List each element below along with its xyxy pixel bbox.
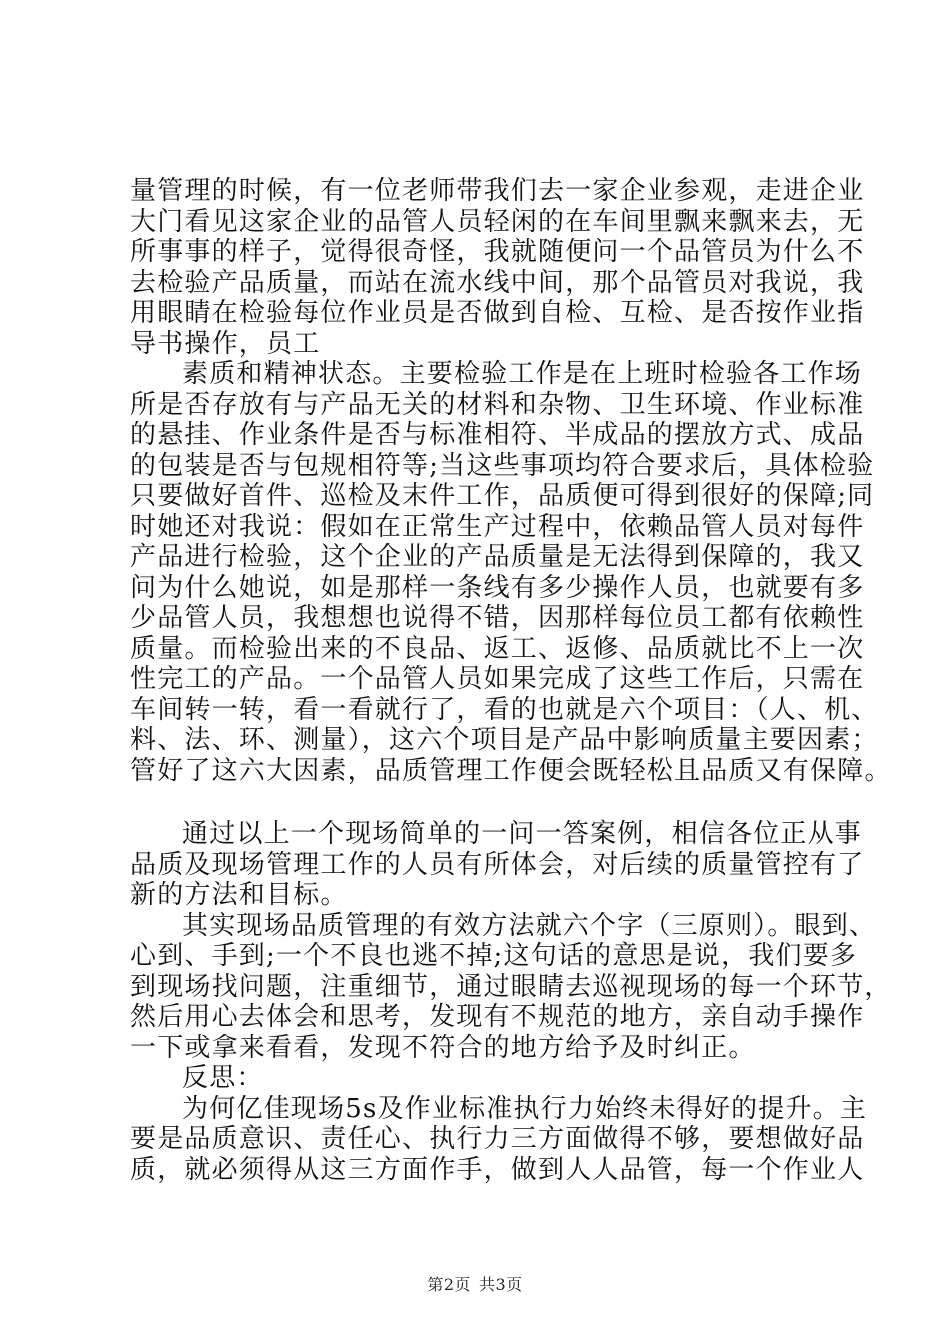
paragraph-spacer bbox=[130, 786, 850, 819]
text-line: 通过以上一个现场简单的一问一答案例，相信各位正从事 bbox=[182, 819, 863, 849]
text-line: 所事事的样子，觉得很奇怪，我就随便问一个品管员为什么不 bbox=[130, 237, 865, 267]
text-line: 产品进行检验，这个企业的产品质量是无法得到保障的，我又 bbox=[130, 542, 865, 572]
text-line: 到现场找问题，注重细节，通过眼睛去巡视现场的每一个环节， bbox=[130, 971, 892, 1002]
text-line: 导书操作，员工 bbox=[130, 328, 321, 359]
text-line: 质，就必须得从这三方面作手，做到人人品管，每一个作业人 bbox=[130, 1154, 865, 1185]
page-footer bbox=[0, 1275, 950, 1295]
document-body bbox=[130, 176, 892, 1185]
text-line: 心到、手到;一个不良也逃不掉;这句话的意思是说，我们要多 bbox=[130, 941, 858, 971]
text-line: 品质及现场管理工作的人员有所体会，对后续的质量管控有了 bbox=[130, 849, 865, 880]
text-line: 时她还对我说：假如在正常生产过程中，依赖品管人员对每件 bbox=[130, 511, 865, 542]
text-line: 只要做好首件、巡检及末件工作，品质便可得到很好的保障;同 bbox=[130, 481, 875, 511]
paragraph bbox=[130, 819, 865, 911]
text-line: 问为什么她说，如是那样一条线有多少操作人员，也就要有多 bbox=[130, 572, 865, 603]
text-line: 新的方法和目标。 bbox=[130, 880, 348, 910]
text-line: 管好了这六大因素，品质管理工作便会既轻松且品质又有保障。 bbox=[130, 755, 892, 786]
text-line: 的悬挂、作业条件是否与标准相符、半成品的摆放方式、成品 bbox=[130, 420, 865, 450]
text-line: 量管理的时候，有一位老师带我们去一家企业参观，走进企业 bbox=[130, 176, 865, 206]
text-line: 大门看见这家企业的品管人员轻闲的在车间里飘来飘来去，无 bbox=[130, 206, 865, 237]
text-line: 料、法、环、测量），这六个项目是产品中影响质量主要因素； bbox=[130, 725, 879, 755]
page-total: 共3页 bbox=[479, 1275, 523, 1294]
text-line: 素质和精神状态。主要检验工作是在上班时检验各工作场 bbox=[182, 359, 863, 389]
text-line: 所是否存放有与产品无关的材料和杂物、卫生环境、作业标准 bbox=[130, 389, 865, 420]
text-line: 性完工的产品。一个品管人员如果完成了这些工作后，只需在 bbox=[130, 664, 865, 694]
text-line: 其实现场品质管理的有效方法就六个字（三原则）。眼到、 bbox=[182, 910, 877, 941]
text-line: 少品管人员，我想想也说得不错，因那样每位员工都有依赖性 bbox=[130, 603, 865, 633]
text-line: 一下或拿来看看，发现不符合的地方给予及时纠正。 bbox=[130, 1032, 756, 1063]
paragraph bbox=[130, 910, 892, 1064]
paragraph bbox=[130, 359, 892, 786]
text-line: 要是品质意识、责任心、执行力三方面做得不够，要想做好品 bbox=[130, 1124, 865, 1154]
text-line: 然后用心去体会和思考，发现有不规范的地方，亲自动手操作 bbox=[130, 1002, 865, 1032]
paragraph bbox=[130, 176, 865, 359]
text-line: 的包装是否与包规相符等;当这些事项均符合要求后，具体检验 bbox=[130, 450, 875, 481]
text-line: 质量。而检验出来的不良品、返工、返修、品质就比不上一次 bbox=[130, 633, 865, 664]
section-heading: 反思： bbox=[182, 1063, 264, 1093]
text-line: 去检验产品质量，而站在流水线中间，那个品管员对我说，我 bbox=[130, 267, 865, 298]
text-line: 用眼睛在检验每位作业员是否做到自检、互检、是否按作业指 bbox=[130, 298, 865, 328]
page-number: 第2页 bbox=[427, 1275, 471, 1294]
text-line: 车间转一转，看一看就行了，看的也就是六个项目：（人、机、 bbox=[130, 694, 879, 725]
paragraph bbox=[130, 1093, 868, 1186]
text-line: 为何亿佳现场5s及作业标准执行力始终未得好的提升。主 bbox=[182, 1093, 868, 1124]
